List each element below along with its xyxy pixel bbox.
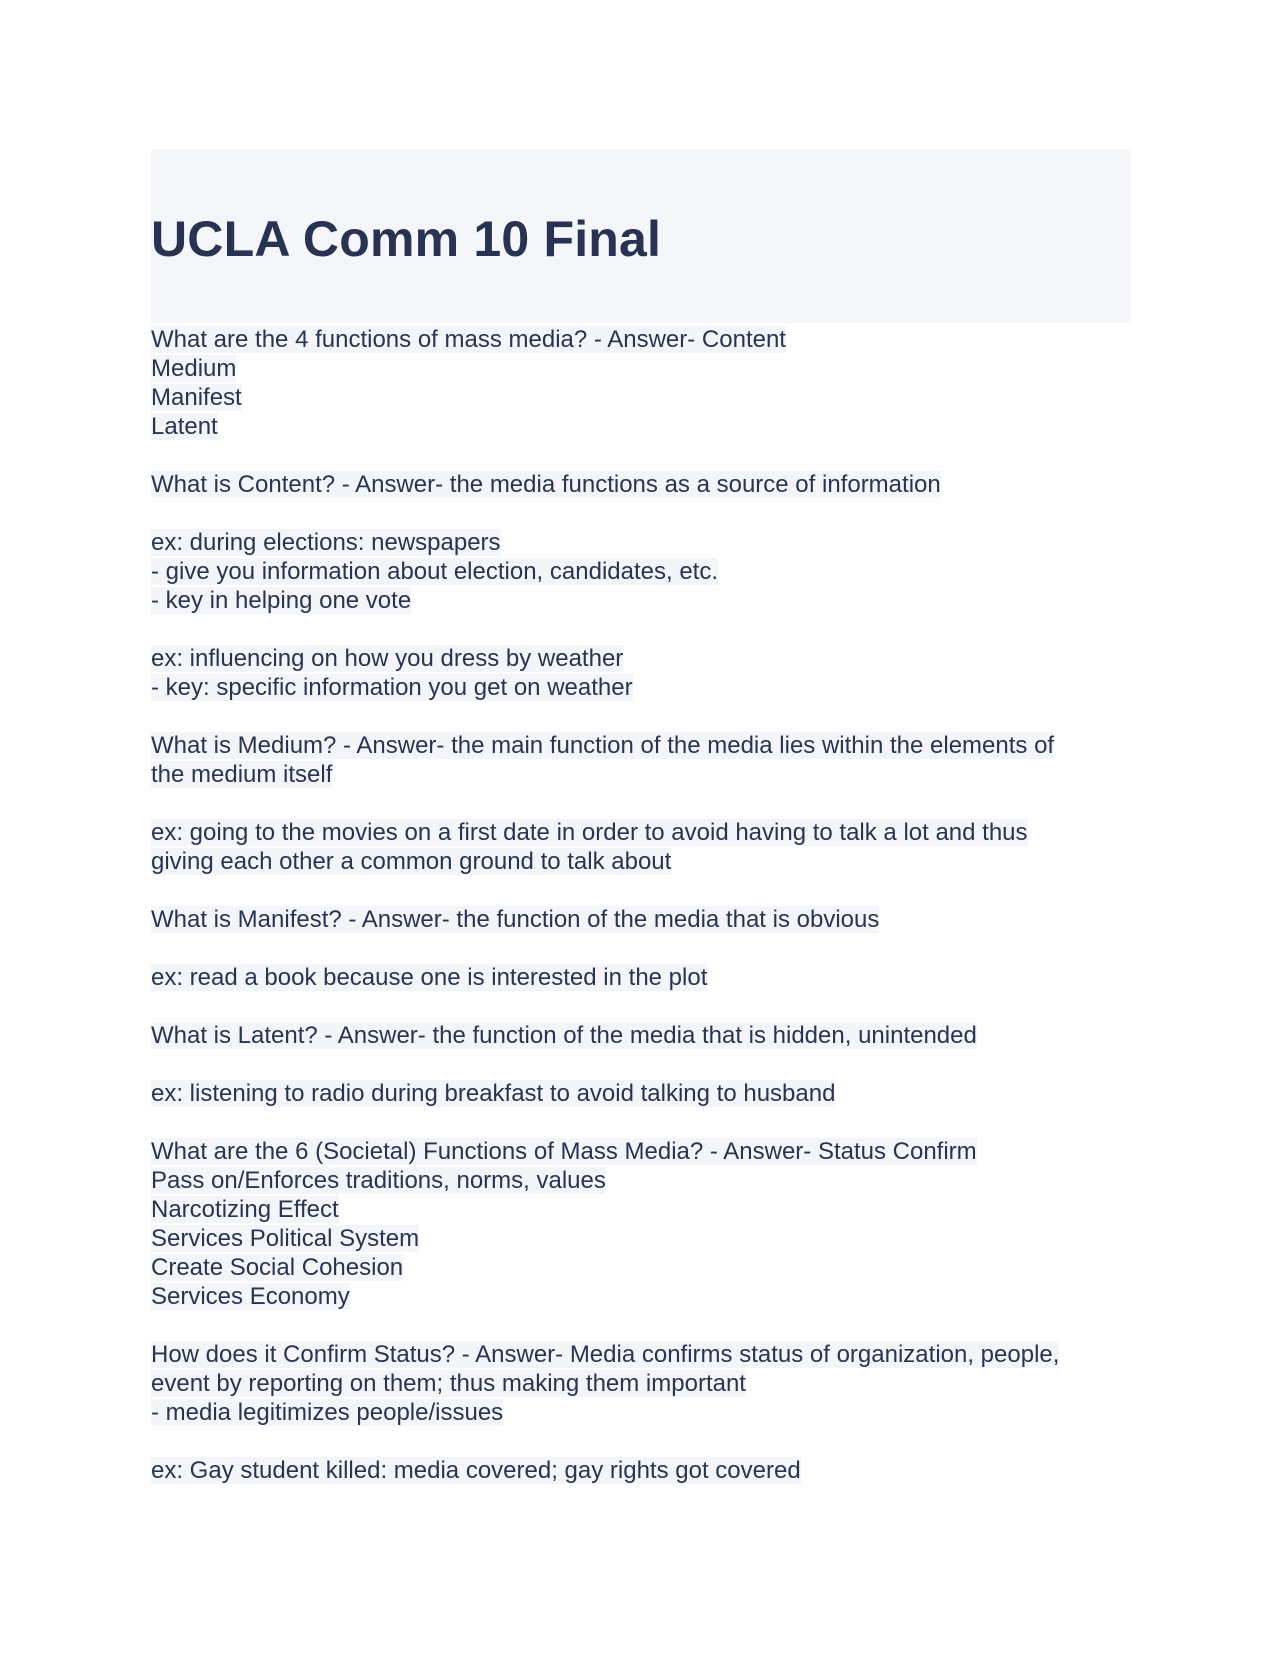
text-line: ex: read a book because one is interested in the plot bbox=[151, 964, 708, 991]
text-line: - key in helping one vote bbox=[151, 587, 412, 614]
text-line: How does it Confirm Status? - Answer- Media confirms status of organization, people, bbox=[151, 1341, 1060, 1368]
text-line: - key: specific information you get on weather bbox=[151, 674, 633, 701]
text-line: ex: listening to radio during breakfast to avoid talking to husband bbox=[151, 1080, 836, 1107]
text-line: Services Political System bbox=[151, 1225, 420, 1252]
text-line: ex: Gay student killed: media covered; gay rights got covered bbox=[151, 1457, 801, 1484]
text-line: - give you information about election, candidates, etc. bbox=[151, 558, 718, 585]
text-line: Manifest bbox=[151, 384, 242, 411]
text-line: giving each other a common ground to talk about bbox=[151, 848, 672, 875]
qa-block bbox=[151, 470, 1131, 499]
qa-block bbox=[151, 818, 1131, 876]
text-line: What is Content? - Answer- the media functions as a source of information bbox=[151, 471, 941, 498]
qa-block bbox=[151, 963, 1131, 992]
qa-block bbox=[151, 1340, 1131, 1427]
text-line: Latent bbox=[151, 413, 218, 440]
text-line: What are the 6 (Societal) Functions of Mass Media? - Answer- Status Confirm bbox=[151, 1138, 977, 1165]
qa-block bbox=[151, 325, 1131, 441]
qa-block bbox=[151, 528, 1131, 615]
qa-block bbox=[151, 905, 1131, 934]
document-content bbox=[151, 323, 1131, 1485]
text-line: Services Economy bbox=[151, 1283, 350, 1310]
text-line: event by reporting on them; thus making them important bbox=[151, 1370, 746, 1397]
text-line: - media legitimizes people/issues bbox=[151, 1399, 504, 1426]
title-band bbox=[151, 149, 1131, 323]
text-line: the medium itself bbox=[151, 761, 333, 788]
text-line: What is Manifest? - Answer- the function of the media that is obvious bbox=[151, 906, 880, 933]
document-page bbox=[151, 149, 1131, 1514]
qa-block bbox=[151, 1021, 1131, 1050]
qa-block bbox=[151, 731, 1131, 789]
qa-block bbox=[151, 1137, 1131, 1311]
page-title: UCLA Comm 10 Final bbox=[151, 211, 662, 267]
qa-block bbox=[151, 644, 1131, 702]
text-line: Create Social Cohesion bbox=[151, 1254, 404, 1281]
text-line: ex: influencing on how you dress by weather bbox=[151, 645, 624, 672]
qa-block bbox=[151, 1456, 1131, 1485]
text-line: Pass on/Enforces traditions, norms, values bbox=[151, 1167, 606, 1194]
qa-block bbox=[151, 1079, 1131, 1108]
text-line: ex: during elections: newspapers bbox=[151, 529, 501, 556]
text-line: What are the 4 functions of mass media? - Answer- Content bbox=[151, 326, 786, 353]
text-line: Narcotizing Effect bbox=[151, 1196, 339, 1223]
text-line: What is Latent? - Answer- the function of the media that is hidden, unintended bbox=[151, 1022, 977, 1049]
text-line: Medium bbox=[151, 355, 237, 382]
text-line: What is Medium? - Answer- the main function of the media lies within the elements of bbox=[151, 732, 1055, 759]
text-line: ex: going to the movies on a first date in order to avoid having to talk a lot and thus bbox=[151, 819, 1028, 846]
